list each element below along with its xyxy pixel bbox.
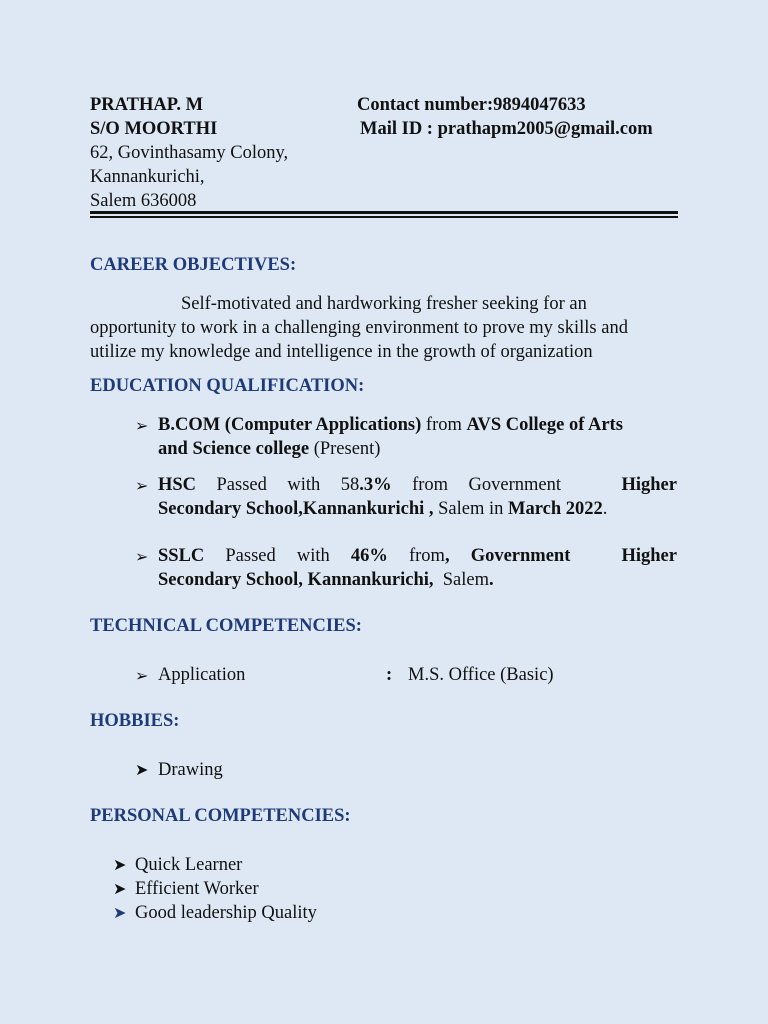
education-hsc-line-1 [158, 473, 677, 497]
arrowhead-bullet-icon: ➤ [113, 857, 127, 874]
arrowhead-bullet-icon: ➤ [135, 762, 149, 779]
sslc-from: from, [408, 546, 450, 566]
education-sslc-line-1 [158, 544, 677, 568]
hobbies-heading: HOBBIES: [90, 711, 180, 731]
arrowhead-bullet-icon: ➢ [135, 668, 149, 685]
address-line-2: Kannankurichi, [90, 167, 205, 187]
bcom-college-a: AVS College of Arts [466, 415, 623, 435]
bcom-college-b: and Science college [158, 439, 310, 459]
career-objective-line-1: Self-motivated and hardworking fresher seeking for an [181, 294, 587, 314]
hsc-with: with [287, 475, 321, 495]
hobby-item: Drawing [158, 760, 223, 780]
arrowhead-bullet-icon: ➢ [135, 478, 149, 495]
contact-number: Contact number:9894047633 [357, 95, 586, 115]
education-sslc-line-2 [158, 568, 494, 592]
career-objectives-heading: CAREER OBJECTIVES: [90, 255, 297, 275]
career-objective-line-3: utilize my knowledge and intelligence in the growth of organization [90, 342, 593, 362]
arrowhead-bullet-icon: ➢ [135, 418, 149, 435]
bcom-from: from [421, 415, 467, 435]
education-hsc-line-2 [158, 497, 607, 521]
address-line-3: Salem 636008 [90, 191, 197, 211]
bcom-course: B.COM (Computer Applications) [158, 415, 422, 435]
personal-item: Efficient Worker [135, 879, 259, 899]
hsc-date: March 2022 [508, 499, 603, 519]
arrowhead-bullet-icon: ➤ [113, 881, 127, 898]
arrowhead-bullet-icon: ➢ [135, 549, 149, 566]
technical-colon: : [386, 665, 393, 685]
hsc-percentage: 58.3% [340, 475, 392, 495]
hsc-school: Secondary School,Kannankurichi , [158, 499, 434, 519]
education-bcom-line-1 [158, 413, 623, 437]
sslc-government: Government [470, 546, 571, 566]
sslc-school: Secondary School, Kannankurichi, [158, 570, 434, 590]
arrowhead-bullet-icon: ➤ [113, 905, 127, 922]
hsc-government: Government [468, 475, 561, 495]
education-bcom-line-2 [158, 437, 380, 461]
sslc-passed: Passed [225, 546, 276, 566]
address-line-1: 62, Govinthasamy Colony, [90, 143, 289, 163]
sslc-course: SSLC [158, 546, 205, 566]
personal-heading: PERSONAL COMPETENCIES: [90, 806, 351, 826]
hsc-salem: Salem in [433, 499, 509, 519]
hsc-dot: . [602, 499, 608, 519]
mail-id: Mail ID : prathapm2005@gmail.com [360, 119, 653, 139]
career-objective-line-2: opportunity to work in a challenging environment to prove my skills and [90, 318, 628, 338]
technical-label: Application [158, 665, 246, 685]
bcom-status: (Present) [309, 439, 381, 459]
sslc-salem: Salem [433, 570, 490, 590]
candidate-name: PRATHAP. M [90, 95, 204, 115]
technical-value: M.S. Office (Basic) [408, 665, 554, 685]
sslc-percentage: 46% [350, 546, 388, 566]
header-divider-thick [90, 211, 678, 214]
technical-heading: TECHNICAL COMPETENCIES: [90, 616, 362, 636]
hsc-passed: Passed [216, 475, 267, 495]
personal-item: Good leadership Quality [135, 903, 317, 923]
sslc-dot: . [489, 570, 494, 590]
education-heading: EDUCATION QUALIFICATION: [90, 376, 365, 396]
sslc-higher: Higher [621, 546, 677, 566]
header-divider-thin [90, 216, 678, 218]
hsc-from: from [412, 475, 449, 495]
candidate-relation: S/O MOORTHI [90, 119, 218, 139]
hsc-course: HSC [158, 475, 197, 495]
personal-item: Quick Learner [135, 855, 243, 875]
sslc-with: with [296, 546, 330, 566]
hsc-higher: Higher [621, 475, 677, 495]
